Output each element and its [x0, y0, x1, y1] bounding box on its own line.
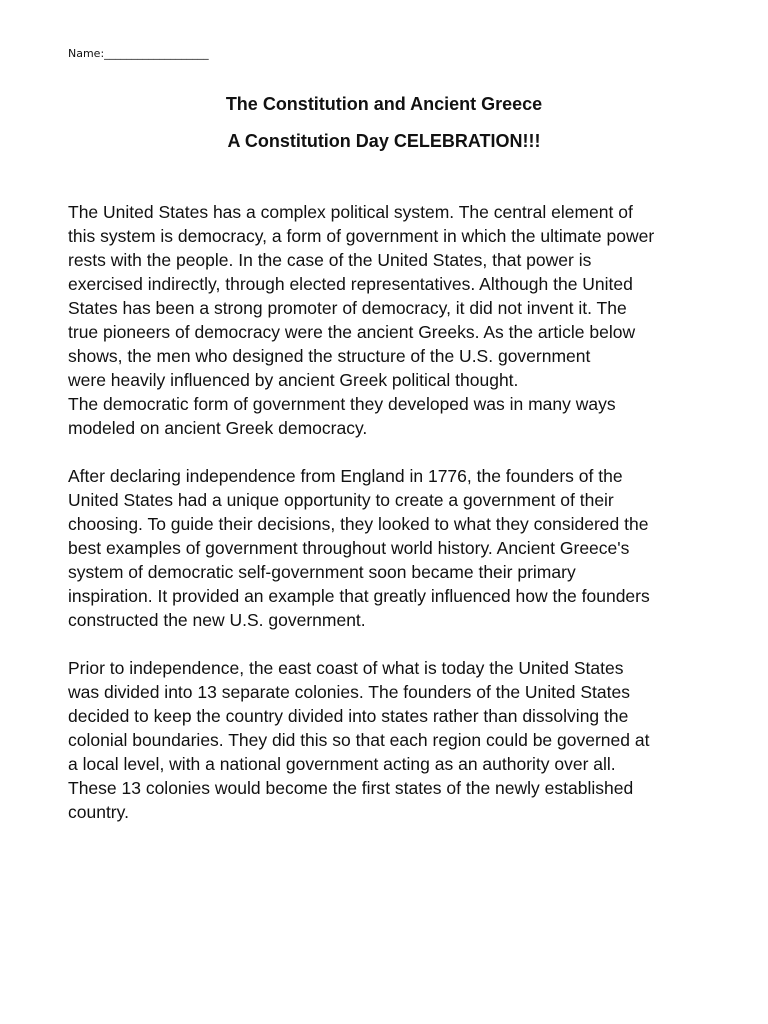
paragraph-line: modeled on ancient Greek democracy. — [68, 418, 368, 438]
paragraph-line: country. — [68, 802, 129, 822]
paragraph-1 — [68, 200, 708, 440]
paragraph-line: These 13 colonies would become the first states of the newly established — [68, 778, 634, 798]
paragraph-line: States has been a strong promoter of democracy, it did not invent it. The — [68, 298, 627, 318]
paragraph-line: a local level, with a national government acting as an authority over all. — [68, 754, 616, 774]
paragraph-line: inspiration. It provided an example that greatly influenced how the founders — [68, 586, 650, 606]
paragraph-line: this system is democracy, a form of government in which the ultimate power — [68, 226, 655, 246]
paragraph-line: choosing. To guide their decisions, they looked to what they considered the — [68, 514, 649, 534]
paragraph-3 — [68, 656, 708, 824]
paragraph-line: rests with the people. In the case of the United States, that power is — [68, 250, 592, 270]
paragraph-line: exercised indirectly, through elected representatives. Although the United — [68, 274, 633, 294]
paragraph-line: constructed the new U.S. government. — [68, 610, 366, 630]
document-title: The Constitution and Ancient Greece — [225, 94, 543, 114]
paragraph-line: were heavily influenced by ancient Greek political thought. — [68, 370, 519, 390]
paragraph-line: shows, the men who designed the structure of the U.S. government — [68, 346, 591, 366]
paragraph-line: The United States has a complex political system. The central element of — [68, 202, 633, 222]
paragraph-2 — [68, 464, 708, 632]
paragraph-line: United States had a unique opportunity to create a government of their — [68, 490, 614, 510]
paragraph-line: best examples of government throughout world history. Ancient Greece's — [68, 538, 630, 558]
paragraph-line: was divided into 13 separate colonies. The founders of the United States — [68, 682, 630, 702]
paragraph-line: Prior to independence, the east coast of what is today the United States — [68, 658, 624, 678]
paragraph-line: The democratic form of government they developed was in many ways — [68, 394, 616, 414]
paragraph-line: system of democratic self-government soon became their primary — [68, 562, 576, 582]
name-field-label: Name:___________________ — [68, 47, 209, 60]
paragraph-line: colonial boundaries. They did this so that each region could be governed at — [68, 730, 650, 750]
paragraph-line: After declaring independence from England in 1776, the founders of the — [68, 466, 623, 486]
paragraph-line: true pioneers of democracy were the ancient Greeks. As the article below — [68, 322, 636, 342]
paragraph-line: decided to keep the country divided into states rather than dissolving the — [68, 706, 629, 726]
document-subtitle: A Constitution Day CELEBRATION!!! — [227, 131, 541, 151]
